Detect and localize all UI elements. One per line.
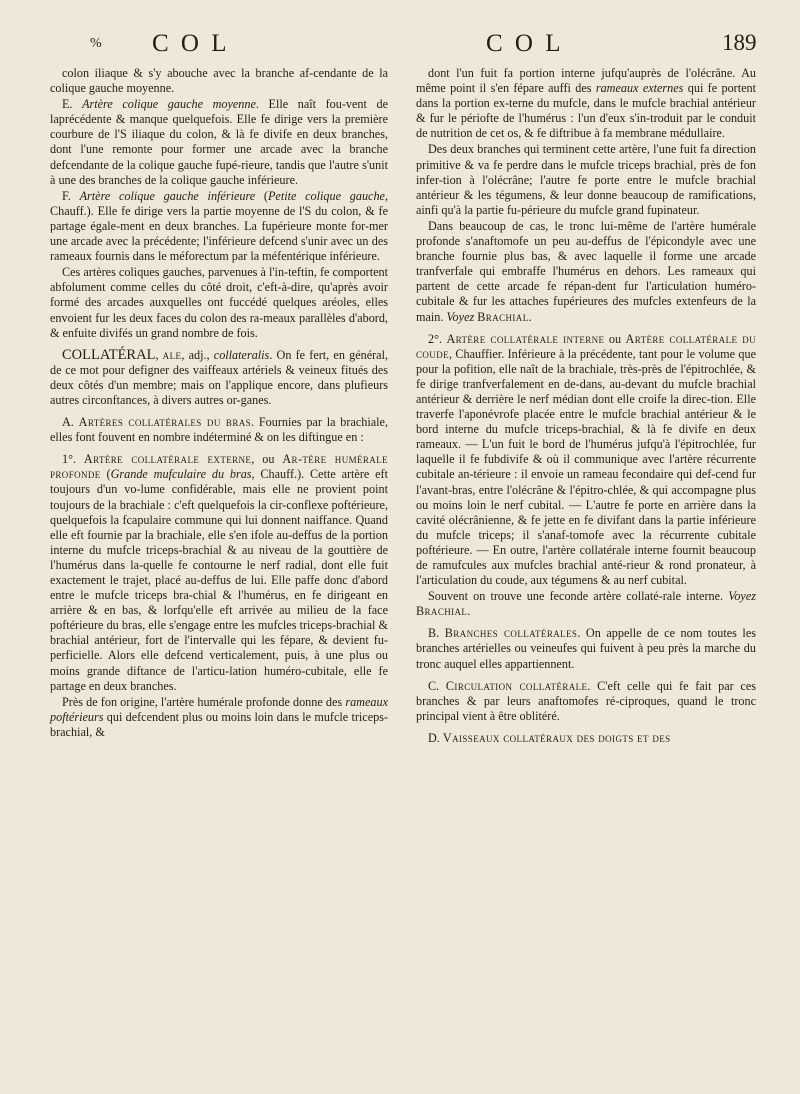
text-run: Artères collatérales du bras: [78, 415, 252, 430]
text-run: Branches collatérales: [444, 626, 578, 641]
text-run: Artère collatérale du coude: [416, 331, 757, 361]
text-run: , adj.,: [181, 347, 214, 362]
paragraph: [50, 415, 388, 445]
text-run: C.: [428, 678, 446, 693]
paragraph: [416, 731, 756, 746]
paragraph: [50, 97, 388, 188]
text-run: Brachial: [416, 604, 468, 619]
text-run: dont l'un fuit fa portion interne jufqu'auprès de l'olécrâne. Au même point il s'en fépare auffi des: [416, 66, 756, 96]
paragraph: [416, 679, 756, 724]
paragraph: [50, 265, 388, 340]
text-run: .: [528, 309, 532, 324]
text-run: , Chauff.). Elle fe dirige vers la partie moyenne de l'S du colon, & fe partage égale-ment en deux branches. La fupérieure monte for-mer une arcade avec la précédente; l'inférieure defcend s'unir avec un des rameaux fournis dans le méforectum par la méfentérique inférieure.: [50, 188, 388, 264]
paragraph: [416, 66, 756, 141]
text-run: ,: [155, 347, 163, 362]
left-text-column: [50, 66, 388, 741]
text-run: Artère colique gauche inférieure: [79, 188, 256, 203]
text-run: (: [255, 188, 268, 203]
text-run: .: [467, 604, 471, 619]
text-run: , ou: [251, 452, 283, 467]
text-run: . C'eft celle qui fe fait par ces branches & par leurs anaftomofes ré-ciproques, quand le tronc principal vient à être oblitéré.: [416, 678, 756, 723]
text-run: Ar-tère humérale profonde: [50, 452, 388, 482]
paragraph: [50, 452, 388, 694]
text-run: . Fournies par la brachiale, elles font fouvent en nombre indéterminé & on les diftingue en :: [50, 415, 388, 445]
text-run: rameaux externes: [595, 81, 684, 96]
text-run: Voyez: [446, 309, 475, 324]
text-run: Ces artères coliques gauches, parvenues à l'in-teftin, fe comportent abfolument comme celles du côté droit, c'eft-à-dire, qu'après avoir formé des arcades auxquelles ont fuccédé quelques aréoles, elles envoient fur les deux faces du colon des ra-meaux parallèles d'abord, & enfuite divifés un grand nombre de fois.: [50, 265, 388, 340]
paragraph: [416, 626, 756, 671]
text-run: F.: [62, 188, 80, 203]
text-run: ou: [604, 331, 626, 346]
printer-mark: %: [90, 36, 105, 51]
paragraph: [50, 695, 388, 740]
text-run: COLLATÉRAL: [62, 346, 156, 363]
header-left-title: C O L: [152, 30, 230, 57]
paragraph: [416, 219, 756, 325]
text-run: Voyez: [728, 589, 756, 604]
text-run: qui fe portent dans la portion ex-terne du mufcle, dans le mufcle brachial antérieur & fur le périofte de l'humérus : l'un d'eux s'in-troduit par le conduit de nutrition de cet os, & fe diftribue à fa membrane médullaire.: [416, 81, 756, 141]
text-run: Vaisseaux collatéraux des doigts et des: [442, 730, 671, 745]
text-run: (: [100, 467, 111, 482]
text-run: Des deux branches qui terminent cette artère, l'une fuit fa direction primitive & va fe perdre dans le mufcle triceps brachial, près de fon infer-tion à l'olécrâne; l'autre fe porte entre le mufcle brachial antérieur & les tégumens, & leur donne beaucoup de ramifications, ainfi qu'à la partie fu-périeure du mufcle grand fupinateur.: [416, 142, 756, 217]
text-run: Souvent on trouve une feconde artère collaté-rale interne.: [428, 589, 729, 604]
page-number: 189: [722, 30, 757, 55]
paragraph: [416, 589, 756, 619]
text-run: ale: [162, 347, 182, 362]
text-run: E.: [62, 97, 83, 112]
text-run: B.: [428, 626, 445, 641]
text-run: D.: [428, 730, 443, 745]
text-run: Près de fon origine, l'artère humérale profonde donne des: [62, 694, 346, 709]
text-run: . On appelle de ce nom toutes les branches artérielles ou veineufes qui fuivent à peu près la marche du tronc auquel elles appartiennent.: [416, 626, 756, 671]
text-run: Artère colique gauche moyenne: [82, 97, 256, 112]
text-run: . Elle naît fou-vent de laprécédente & manque quelquefois. Elle fe dirige vers la première courbure de l'S iliaque du colon, & là fe divife en deux branches, dont l'une remonte pour former une arcade avec la branche defcendante de la colique gauche fupé-rieure, tandis que l'autre s'unit à une des branches de la colique gauche inférieure.: [50, 97, 388, 187]
text-run: Artère collatérale externe: [83, 452, 252, 467]
text-run: rameaux poftérieurs: [50, 694, 388, 724]
text-run: colon iliaque & s'y abouche avec la branche af-cendante de la colique gauche moyenne.: [50, 66, 388, 96]
text-run: Artère collatérale interne: [446, 331, 605, 346]
running-header: [0, 30, 800, 66]
text-run: Petite colique gauche: [267, 188, 385, 203]
text-run: A.: [62, 415, 79, 430]
text-run: 2°.: [428, 331, 447, 346]
paragraph: [416, 332, 756, 589]
text-run: , Chauff.). Cette artère eft toujours d'un vo-lume confidérable, mais elle ne provient point toujours de la brachiale : c'eft quelquefois la cir-conflexe poftérieure, quelquefois la fcapulaire commune qui lui donnent naiffance. Quand elle eft fournie par la brachiale, elle s'en ifole au-deffus de la portion interne du mufcle triceps-brachial & au niveau de la gouttière de l'humérus dans la-quelle fe contourne le nerf radial, dont elle fuit exactement le trajet, placé au-deffus de lui. Elle paffe donc d'abord entre le mufcle triceps bra-chial & l'humérus, en fe dirigeant en arrière & en bas, & lorfqu'elle eft arrivée au milieu de la face poftérieure du bras, elle s'engage entre les mufcles triceps-brachial & brachial antérieur, fort de l'intervalle qui les fépare, & devient fu-perficielle. Alors elle defcend verticalement, puis, à une plus ou moins grande diftance de l'articu-lation huméro-cubitale, elle fe partage en deux branches.: [50, 467, 388, 693]
right-text-column: [416, 66, 756, 747]
text-run: collateralis: [213, 347, 270, 362]
paragraph: [50, 348, 388, 408]
header-right-title: C O L: [486, 30, 564, 57]
text-run: qui defcendent plus ou moins loin dans le mufcle triceps-brachial, &: [50, 709, 388, 739]
paragraph: [50, 66, 388, 96]
text-run: Circulation collatérale: [445, 678, 588, 693]
text-run: , Chauffier. Inférieure à la précédente, tant pour le volume que pour la pofition, elle naît de la brachiale, très-près de l'épitrochlée, & fe dirige tranfverfalement en de-dans, au-devant du mufcle brachial antérieur & derrière le nerf médian dont elle croife la direc-tion. Elle traverfe l'aponévrofe placée entre le mufcle brachial antérieur & le bord interne du mufcle triceps-brachial, & là fe divife en deux rameaux. — L'un fuit le bord de l'humérus jufqu'à l'épitrochlée, fur laquelle il fe fubdivife & où il communique avec l'artère récurrente cubitale an-térieure : il envoie un rameau fecondaire qui def-cend fur l'avant-bras, entre l'olécrâne & l'épitro-chlée, & qui accompagne plus ou moins loin le nerf cubital. — L'autre fe porte en arrière dans la cavité olécrânienne, & fe jette en fe divifant dans la partie inférieure du mufcle triceps; il s'anaf-tomofe avec la récurrente cubitale poftérieure. — En outre, l'artère collatérale interne fournit beaucoup de ramufcules aux mufcles brachial anté-rieur & rond pronateur, à l'articulation du coude, aux tégumens & au nerf cubital.: [416, 346, 756, 588]
text-run: . On fe fert, en général, de ce mot pour defigner des vaiffeaux artériels & veineux fitués des deux côtés d'un membre; mais on l'applique encore, dans plufieurs autres circonftances, à divers autres or-ganes.: [50, 347, 389, 407]
text-run: Brachial: [477, 309, 529, 324]
text-run: 1°.: [62, 452, 84, 467]
text-run: Grande mufculaire du bras: [110, 467, 252, 482]
text-run: Dans beaucoup de cas, le tronc lui-même de l'artère humérale profonde s'anaftomofe un peu au-deffus de l'épicondyle avec une branche fournie plus bas, & avec laquelle il forme une arcade tranfverfale qui embraffe l'humérus en dehors. Les rameaux qui partent de cette arcade fe répan-dent fur l'articulation huméro-cubitale & fur les attaches fupérieures des mufcles extenfeurs de la main.: [416, 218, 756, 324]
paragraph: [50, 189, 388, 264]
paragraph: [416, 142, 756, 217]
